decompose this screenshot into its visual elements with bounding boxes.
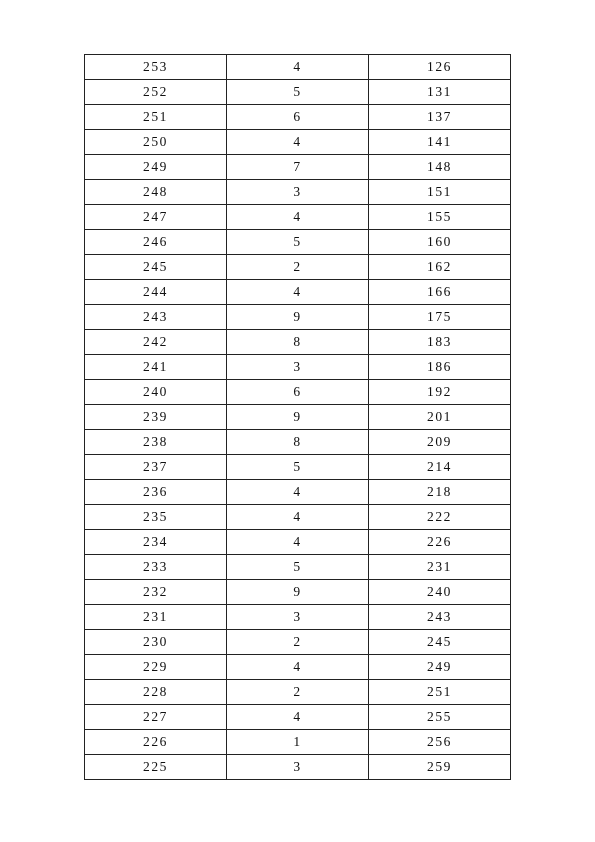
- count-cell: 3: [227, 355, 369, 380]
- score-cell: 237: [85, 455, 227, 480]
- score-cell: 226: [85, 730, 227, 755]
- cumulative-cell: 251: [369, 680, 511, 705]
- cumulative-cell: 126: [369, 55, 511, 80]
- score-distribution-table: [84, 54, 511, 780]
- score-cell: 250: [85, 130, 227, 155]
- score-cell: 233: [85, 555, 227, 580]
- cumulative-cell: 183: [369, 330, 511, 355]
- table-row: [85, 505, 511, 530]
- count-cell: 4: [227, 505, 369, 530]
- score-cell: 252: [85, 80, 227, 105]
- cumulative-cell: 249: [369, 655, 511, 680]
- score-cell: 249: [85, 155, 227, 180]
- cumulative-cell: 155: [369, 205, 511, 230]
- cumulative-cell: 160: [369, 230, 511, 255]
- count-cell: 4: [227, 280, 369, 305]
- table-row: [85, 405, 511, 430]
- score-cell: 239: [85, 405, 227, 430]
- score-cell: 236: [85, 480, 227, 505]
- table-body: [85, 55, 511, 780]
- table-row: [85, 705, 511, 730]
- table-row: [85, 730, 511, 755]
- cumulative-cell: 175: [369, 305, 511, 330]
- table-row: [85, 205, 511, 230]
- table-row: [85, 305, 511, 330]
- cumulative-cell: 141: [369, 130, 511, 155]
- cumulative-cell: 148: [369, 155, 511, 180]
- table-row: [85, 280, 511, 305]
- table-row: [85, 105, 511, 130]
- score-cell: 242: [85, 330, 227, 355]
- count-cell: 4: [227, 705, 369, 730]
- count-cell: 5: [227, 455, 369, 480]
- table-row: [85, 155, 511, 180]
- cumulative-cell: 209: [369, 430, 511, 455]
- score-cell: 245: [85, 255, 227, 280]
- cumulative-cell: 186: [369, 355, 511, 380]
- cumulative-cell: 226: [369, 530, 511, 555]
- cumulative-cell: 166: [369, 280, 511, 305]
- count-cell: 4: [227, 55, 369, 80]
- count-cell: 2: [227, 630, 369, 655]
- table-row: [85, 55, 511, 80]
- score-cell: 251: [85, 105, 227, 130]
- table-row: [85, 330, 511, 355]
- cumulative-cell: 137: [369, 105, 511, 130]
- score-cell: 235: [85, 505, 227, 530]
- score-cell: 232: [85, 580, 227, 605]
- cumulative-cell: 245: [369, 630, 511, 655]
- cumulative-cell: 255: [369, 705, 511, 730]
- table-row: [85, 605, 511, 630]
- cumulative-cell: 162: [369, 255, 511, 280]
- cumulative-cell: 192: [369, 380, 511, 405]
- count-cell: 9: [227, 305, 369, 330]
- cumulative-cell: 231: [369, 555, 511, 580]
- cumulative-cell: 222: [369, 505, 511, 530]
- table-row: [85, 130, 511, 155]
- score-cell: 230: [85, 630, 227, 655]
- score-cell: 246: [85, 230, 227, 255]
- count-cell: 5: [227, 230, 369, 255]
- count-cell: 8: [227, 430, 369, 455]
- cumulative-cell: 201: [369, 405, 511, 430]
- score-cell: 229: [85, 655, 227, 680]
- score-cell: 240: [85, 380, 227, 405]
- table-row: [85, 530, 511, 555]
- count-cell: 5: [227, 555, 369, 580]
- cumulative-cell: 218: [369, 480, 511, 505]
- score-cell: 241: [85, 355, 227, 380]
- table-row: [85, 230, 511, 255]
- score-cell: 227: [85, 705, 227, 730]
- count-cell: 9: [227, 580, 369, 605]
- count-cell: 4: [227, 480, 369, 505]
- table-row: [85, 655, 511, 680]
- cumulative-cell: 214: [369, 455, 511, 480]
- table-row: [85, 255, 511, 280]
- table-row: [85, 355, 511, 380]
- score-cell: 225: [85, 755, 227, 780]
- table-row: [85, 455, 511, 480]
- cumulative-cell: 256: [369, 730, 511, 755]
- count-cell: 4: [227, 530, 369, 555]
- table-row: [85, 630, 511, 655]
- score-cell: 244: [85, 280, 227, 305]
- count-cell: 6: [227, 105, 369, 130]
- cumulative-cell: 131: [369, 80, 511, 105]
- cumulative-cell: 243: [369, 605, 511, 630]
- count-cell: 1: [227, 730, 369, 755]
- table-row: [85, 180, 511, 205]
- score-cell: 231: [85, 605, 227, 630]
- score-cell: 248: [85, 180, 227, 205]
- count-cell: 8: [227, 330, 369, 355]
- score-cell: 243: [85, 305, 227, 330]
- table-row: [85, 755, 511, 780]
- table-row: [85, 555, 511, 580]
- score-cell: 247: [85, 205, 227, 230]
- count-cell: 4: [227, 130, 369, 155]
- count-cell: 9: [227, 405, 369, 430]
- score-cell: 238: [85, 430, 227, 455]
- table-row: [85, 580, 511, 605]
- count-cell: 5: [227, 80, 369, 105]
- cumulative-cell: 151: [369, 180, 511, 205]
- count-cell: 3: [227, 180, 369, 205]
- table-row: [85, 380, 511, 405]
- table-row: [85, 80, 511, 105]
- table-row: [85, 680, 511, 705]
- count-cell: 6: [227, 380, 369, 405]
- cumulative-cell: 259: [369, 755, 511, 780]
- table-row: [85, 480, 511, 505]
- count-cell: 3: [227, 755, 369, 780]
- count-cell: 2: [227, 255, 369, 280]
- count-cell: 3: [227, 605, 369, 630]
- score-cell: 228: [85, 680, 227, 705]
- score-cell: 253: [85, 55, 227, 80]
- count-cell: 2: [227, 680, 369, 705]
- score-cell: 234: [85, 530, 227, 555]
- table-row: [85, 430, 511, 455]
- count-cell: 4: [227, 655, 369, 680]
- count-cell: 4: [227, 205, 369, 230]
- cumulative-cell: 240: [369, 580, 511, 605]
- count-cell: 7: [227, 155, 369, 180]
